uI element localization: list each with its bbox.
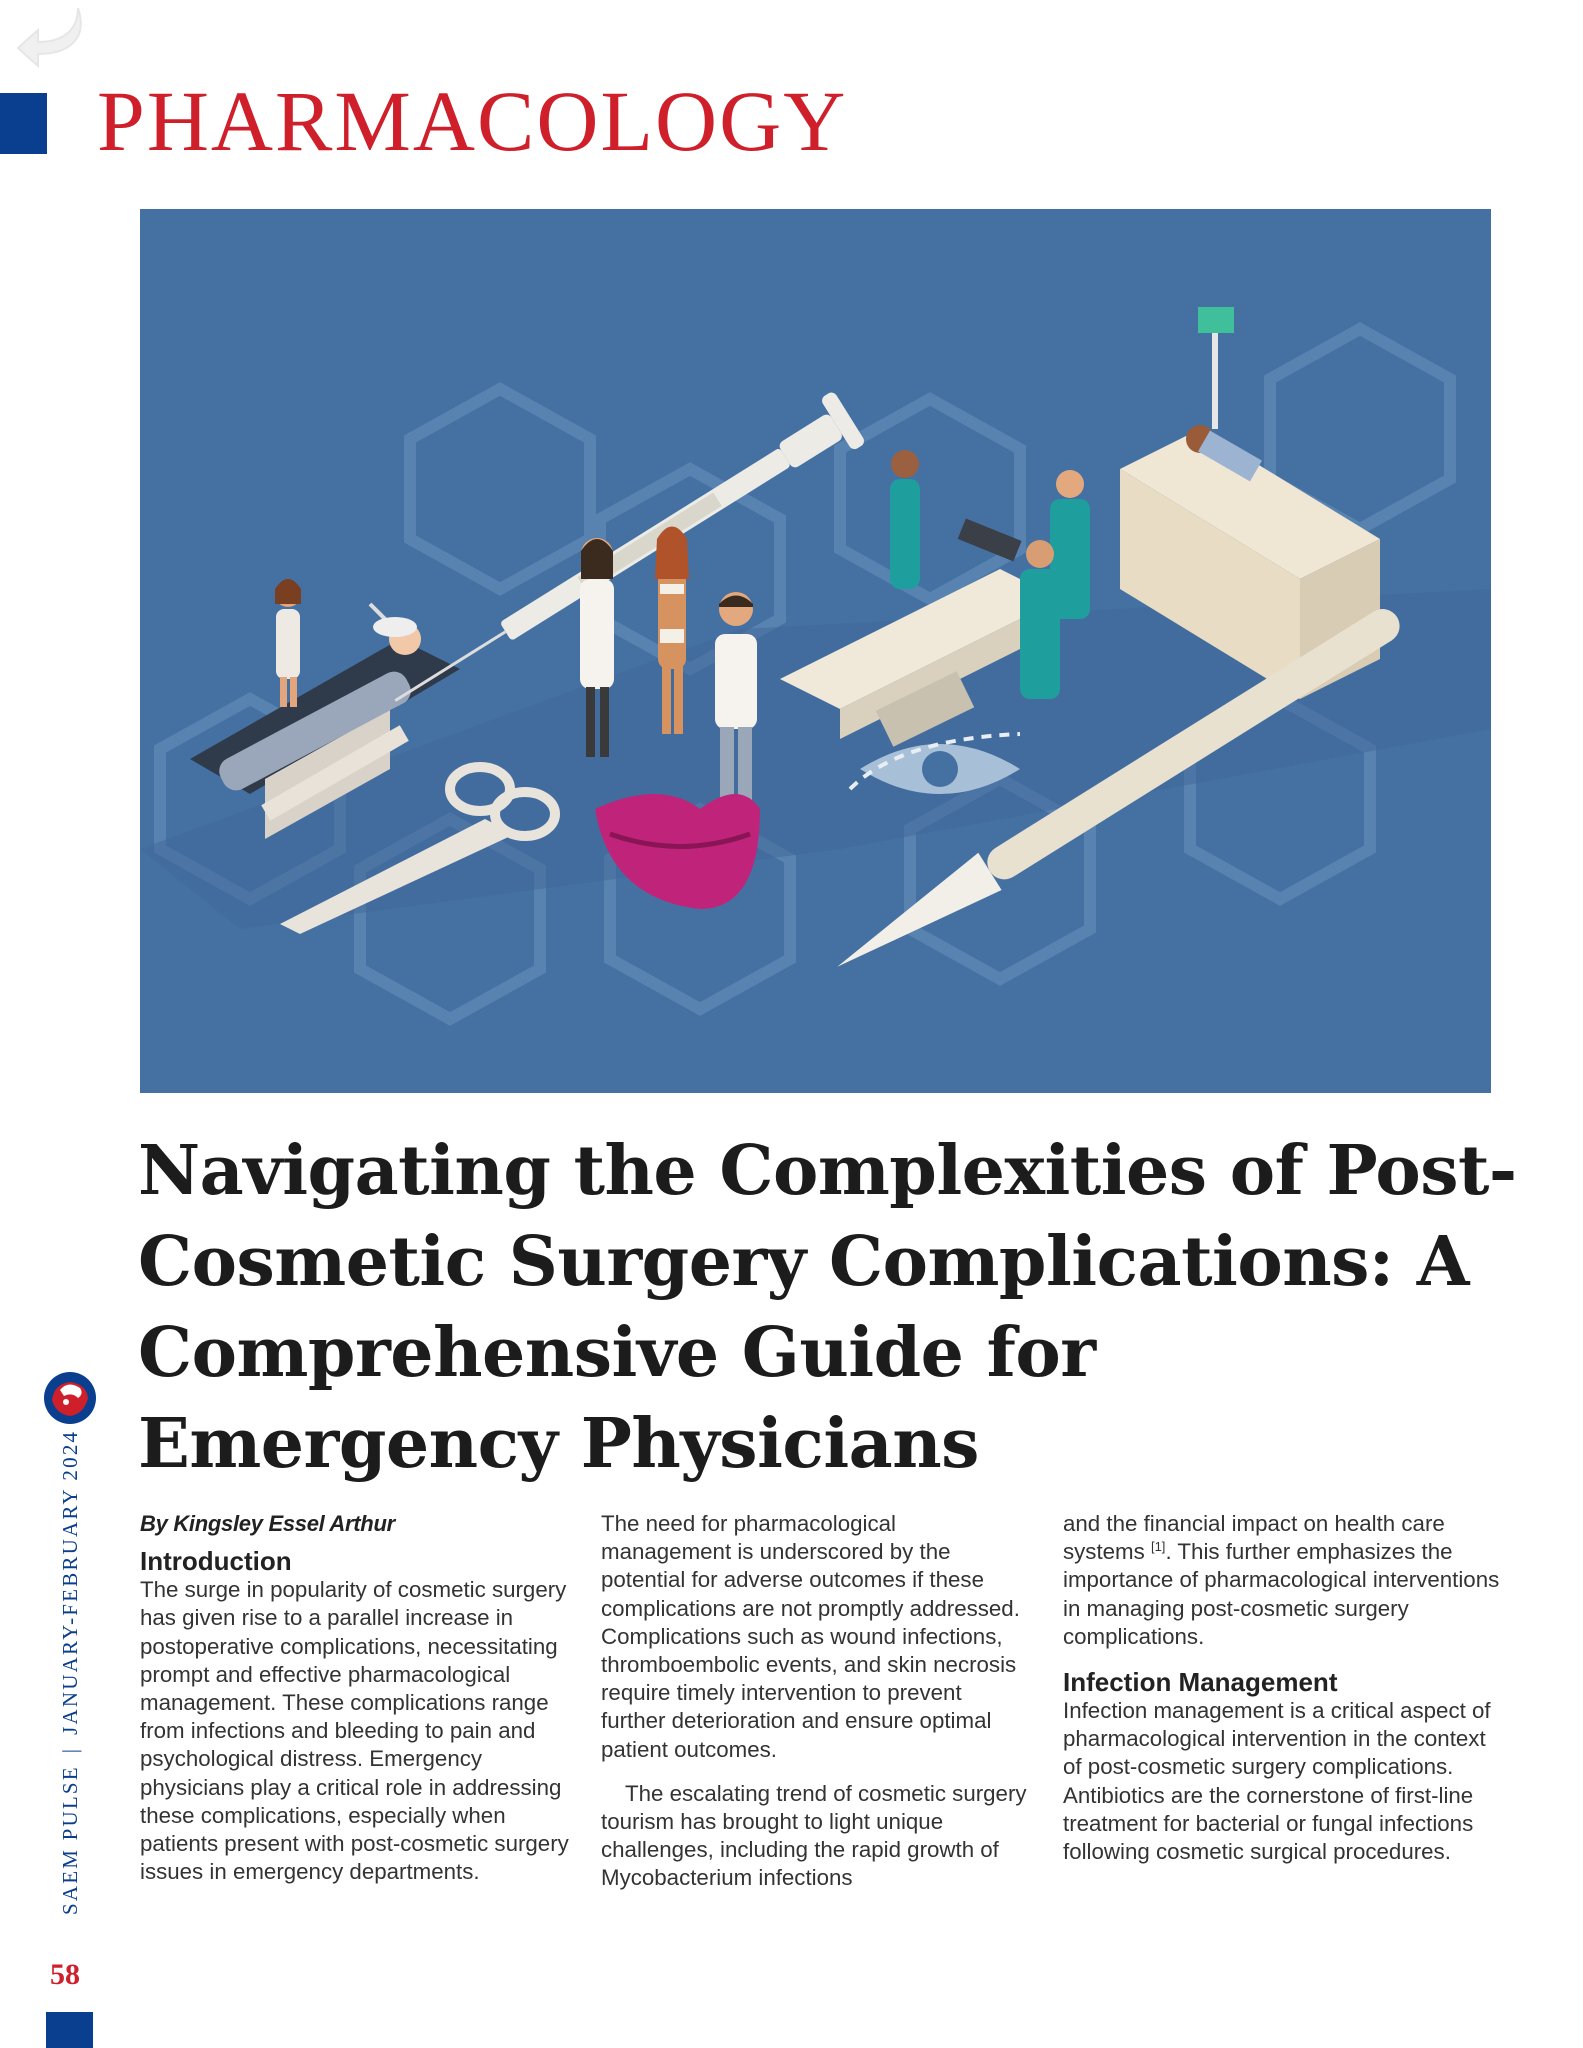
intro-paragraph: The surge in popularity of cosmetic surgery has given rise to a parallel increase in postoperative complications, necessitating prompt and effective pharmacological management. These complications range from infections and bleeding to pain and psychological distress. Emergency physicians play a critical role in addressing these complications, especially when patients present with post-cosmetic surgery issues in emergency departments. [140, 1577, 569, 1885]
page-number: 58 [50, 1958, 80, 1991]
column-3 [1063, 1510, 1503, 1866]
publication-issue-vertical [58, 1430, 83, 1915]
saem-ram-logo-icon [40, 1370, 100, 1426]
byline: By Kingsley Essel Arthur [140, 1511, 395, 1536]
paragraph-3: The escalating trend of cosmetic surgery tourism has brought to light unique challenges, including the rapid growth of Mycobacterium infections [601, 1780, 1027, 1891]
issue-date: JANUARY-FEBRUARY 2024 [58, 1429, 82, 1735]
back-arrow-icon[interactable] [8, 0, 98, 70]
citation-link[interactable]: [1] [1150, 1539, 1166, 1555]
paragraph-3-continued [1063, 1510, 1503, 1651]
column-2 [601, 1510, 1031, 1893]
section-title: PHARMACOLOGY [97, 73, 848, 169]
infection-heading: Infection Management [1063, 1667, 1338, 1698]
side-accent-bar-bottom [46, 2012, 93, 2048]
hero-illustration [140, 209, 1491, 1093]
separator: | [58, 1746, 82, 1754]
article-headline: Navigating the Complexities of Post-Cosmetic Surgery Complications: A Comprehensive Guide for Emergency Physicians [138, 1131, 1517, 1484]
intro-heading: Introduction [140, 1546, 292, 1577]
paragraph-2: The need for pharmacological management is underscored by the potential for adverse outcomes if these complications are not promptly addressed. Complications such as wound infections, thromboembolic events, and skin necrosis require timely intervention to prevent further deterioration and ensure optimal patient outcomes. [601, 1511, 1020, 1762]
publication-name: SAEM PULSE [58, 1765, 82, 1915]
infection-paragraph: Infection management is a critical aspect of pharmacological intervention in the context of post-cosmetic surgery complications. Antibiotics are the cornerstone of first-line treatment for bacterial or fungal infections following cosmetic surgical procedures. [1063, 1698, 1491, 1865]
column-1 [140, 1510, 570, 1886]
paragraph-3-cont-text: and the financial impact on health care systems [1063, 1511, 1445, 1565]
paragraph-3-end-text: . This further emphasizes the importance of pharmacological interventions in managing post-cosmetic surgery complications. [1063, 1539, 1500, 1649]
side-accent-bar-top [0, 93, 47, 154]
